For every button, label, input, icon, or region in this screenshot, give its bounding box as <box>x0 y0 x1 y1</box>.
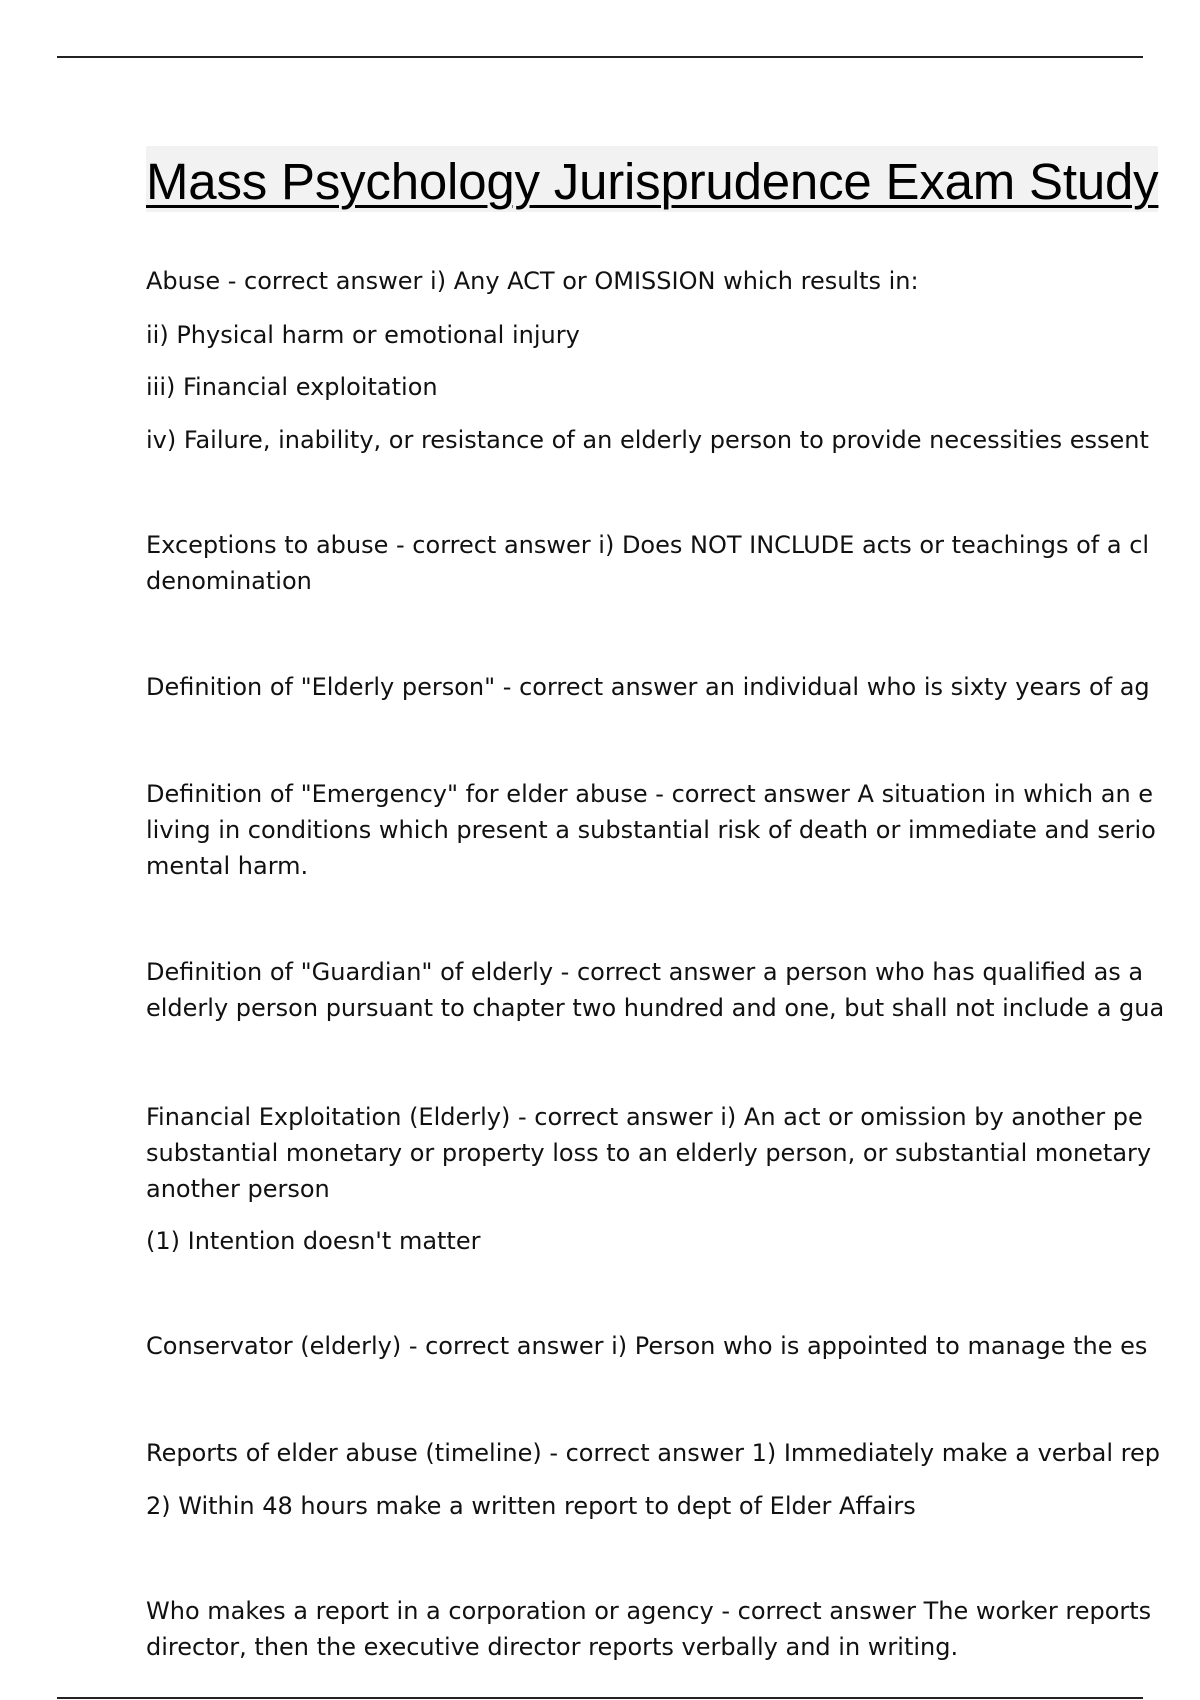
top-divider <box>57 56 1143 58</box>
entry-text-line: director, then the executive director reports verbally and in writing. <box>146 1633 959 1661</box>
entry-text-line: Definition of "Guardian" of elderly - correct answer a person who has qualified as a <box>146 958 1144 986</box>
entry-text-line: denomination <box>146 567 312 595</box>
entry-text-line: 2) Within 48 hours make a written report to dept of Elder Affairs <box>146 1492 916 1520</box>
flashcard-entry <box>146 1223 480 1259</box>
entry-text-line: Financial Exploitation (Elderly) - correct answer i) An act or omission by another pe <box>146 1103 1143 1131</box>
entry-text-line: substantial monetary or property loss to an elderly person, or substantial monetary <box>146 1139 1152 1167</box>
entry-text-line: Definition of "Elderly person" - correct answer an individual who is sixty years of ag <box>146 673 1150 701</box>
flashcard-entry <box>146 776 1156 884</box>
entry-text-line: Exceptions to abuse - correct answer i) Does NOT INCLUDE acts or teachings of a cl <box>146 531 1150 559</box>
entry-text-line: ii) Physical harm or emotional injury <box>146 321 580 349</box>
flashcard-entry <box>146 422 1149 458</box>
flashcard-entry <box>146 1488 916 1524</box>
entry-text-line: Abuse - correct answer i) Any ACT or OMISSION which results in: <box>146 267 919 295</box>
flashcard-entry <box>146 1593 1151 1665</box>
flashcard-entry <box>146 1328 1147 1364</box>
entry-text-line: Reports of elder abuse (timeline) - correct answer 1) Immediately make a verbal rep <box>146 1439 1161 1467</box>
flashcard-entry <box>146 954 1164 1026</box>
flashcard-entry <box>146 1099 1151 1207</box>
entry-text-line: iv) Failure, inability, or resistance of an elderly person to provide necessities essent <box>146 426 1149 454</box>
entry-text-line: iii) Financial exploitation <box>146 373 438 401</box>
bottom-divider <box>57 1697 1143 1699</box>
flashcard-entry <box>146 263 919 299</box>
entry-text-line: Conservator (elderly) - correct answer i) Person who is appointed to manage the es <box>146 1332 1148 1360</box>
document-page <box>146 146 1200 212</box>
entry-text-line: living in conditions which present a substantial risk of death or immediate and serio <box>146 816 1156 844</box>
entry-text-line: (1) Intention doesn't matter <box>146 1227 481 1255</box>
entry-text-line: mental harm. <box>146 852 309 880</box>
entry-text-line: Who makes a report in a corporation or agency - correct answer The worker reports <box>146 1597 1152 1625</box>
flashcard-entry <box>146 317 580 353</box>
document-title: Mass Psychology Jurisprudence Exam Study <box>146 146 1158 212</box>
entry-text-line: elderly person pursuant to chapter two hundred and one, but shall not include a gua <box>146 994 1165 1022</box>
flashcard-entry <box>146 1435 1160 1471</box>
flashcard-entry <box>146 669 1150 705</box>
entry-text-line: another person <box>146 1175 330 1203</box>
entry-text-line: Definition of "Emergency" for elder abuse - correct answer A situation in which an e <box>146 780 1154 808</box>
flashcard-entry <box>146 527 1149 599</box>
flashcard-entry <box>146 369 438 405</box>
